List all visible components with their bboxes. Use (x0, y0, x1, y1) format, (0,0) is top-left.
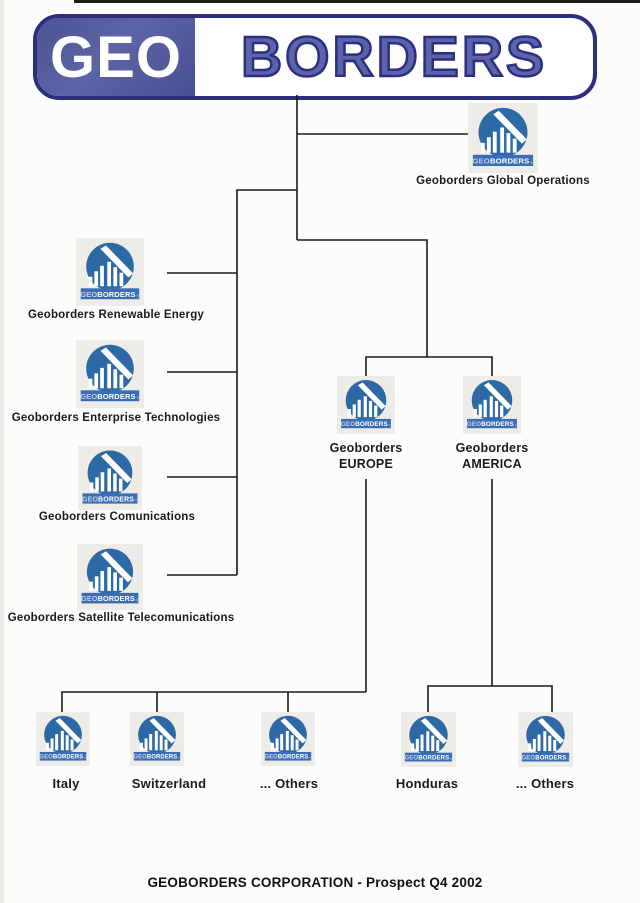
geoborders-logo-badge (77, 544, 143, 610)
geoborders-logo-badge (463, 376, 521, 434)
label-comunications: Geoborders Comunications (38, 511, 196, 523)
label-america-line1: Geoborders (455, 441, 529, 455)
logo-italy (36, 712, 90, 766)
label-europe-line2: EUROPE (338, 456, 393, 471)
label-satellite-telecomunications: Geoborders Satellite Telecomunications (7, 612, 235, 624)
label-others-america: ... Others (515, 776, 575, 791)
logo-america (463, 376, 521, 434)
geoborders-logo-badge (130, 712, 184, 766)
logo-honduras (401, 712, 456, 767)
label-others-europe: ... Others (259, 776, 319, 791)
geoborders-logo-badge (76, 238, 144, 306)
logo-switzerland (130, 712, 184, 766)
geoborders-logo-badge (518, 712, 573, 767)
logo-band-text: GEOBORDERS (466, 421, 514, 429)
registered-mark: ® (309, 756, 312, 760)
label-global-operations: Geoborders Global Operations (416, 175, 590, 187)
geoborders-logo-badge (468, 103, 538, 173)
logo-comunications (78, 446, 142, 510)
logo-band-text: GEOBORDERS (82, 496, 135, 504)
label-europe (330, 441, 403, 472)
banner-borders-text: BORDERS (240, 25, 548, 89)
geoborders-logo-badge (36, 712, 90, 766)
logo-renewable-energy (76, 238, 144, 306)
registered-mark: ® (136, 396, 140, 401)
registered-mark: ® (135, 498, 138, 503)
registered-mark: ® (450, 757, 453, 761)
footer-caption: GEOBORDERS CORPORATION - Prospect Q4 2002 (147, 875, 483, 890)
label-switzerland: Switzerland (131, 776, 207, 791)
label-renewable-energy: Geoborders Renewable Energy (27, 309, 205, 321)
logo-band-text: GEOBORDERS (340, 421, 388, 429)
logo-band-text: GEOBORDERS (472, 156, 530, 166)
logo-band-text: GEOBORDERS (81, 594, 135, 604)
geoborders-logo-badge (401, 712, 456, 767)
registered-mark: ® (84, 756, 87, 760)
logo-others-america (518, 712, 573, 767)
logo-band-text: GEOBORDERS (404, 755, 450, 762)
logo-band-text: GEOBORDERS (521, 755, 567, 762)
label-enterprise-technologies: Geoborders Enterprise Technologies (11, 412, 221, 424)
logo-europe (337, 376, 395, 434)
logo-global-operations (468, 103, 538, 173)
geoborders-logo-badge (261, 712, 315, 766)
logo-band-text: GEOBORDERS (133, 754, 178, 761)
label-america-line2: AMERICA (462, 456, 522, 471)
geoborders-logo-badge (76, 340, 144, 408)
logo-enterprise-technologies (76, 340, 144, 408)
registered-mark: ® (388, 423, 391, 428)
registered-mark: ® (135, 598, 139, 603)
logo-band-text: GEOBORDERS (80, 391, 136, 401)
logo-satellite-telecomunications (77, 544, 143, 610)
banner-geo-text: GEO (50, 24, 182, 90)
logo-band-text: GEOBORDERS (39, 754, 84, 761)
label-honduras: Honduras (395, 776, 459, 791)
registered-mark: ® (514, 423, 517, 428)
geoborders-logo-badge (337, 376, 395, 434)
registered-mark: ® (178, 756, 181, 760)
logo-band-text: GEOBORDERS (264, 754, 309, 761)
label-italy: Italy (52, 776, 80, 791)
registered-mark: ® (530, 160, 533, 165)
registered-mark: ® (136, 294, 140, 299)
logo-band-text: GEOBORDERS (80, 289, 136, 299)
label-europe-line1: Geoborders (329, 441, 403, 455)
geoborders-logo-badge (78, 446, 142, 510)
logo-others-europe (261, 712, 315, 766)
label-america (456, 441, 529, 472)
registered-mark: ® (567, 757, 570, 761)
